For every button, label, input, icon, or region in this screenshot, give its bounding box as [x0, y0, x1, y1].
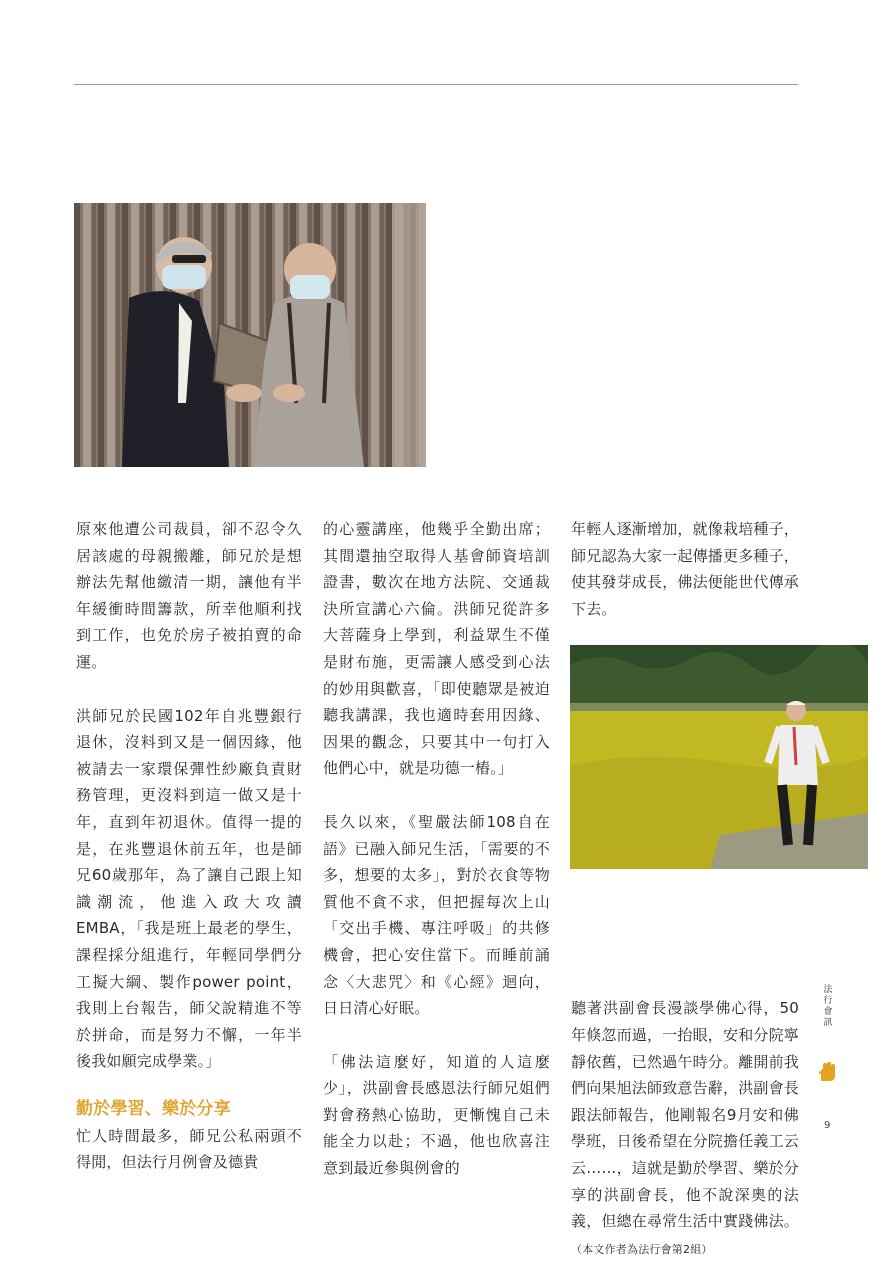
paragraph: 「佛法這麼好，知道的人這麼少」，洪副會長感恩法行師兄姐們對會務熱心協助，更慚愧自己未能全力以赴；不過，他也欣喜注意到最近參與例會的 — [323, 1052, 550, 1178]
mark-char: 行 — [823, 996, 833, 1006]
mark-char: 法 — [823, 985, 833, 995]
page-number: 9 — [824, 1120, 831, 1131]
article-column-1 — [76, 516, 302, 1176]
paragraph: 忙人時間最多，師兄公私兩頭不得閒，但法行月例會及德貴 — [76, 1126, 302, 1172]
ceremony-photo — [74, 203, 426, 467]
paragraph: 的心靈講座，他幾乎全勤出席；其間還抽空取得人基會師資培訓證書，數次在地方法院、交通裁決所宣講心六倫。洪師兄從許多大菩薩身上學到，利益眾生不僅是財布施，更需讓人感受到心法的妙用與歡喜，「即使聽眾是被迫聽我講課，我也適時套用因緣、因果的觀念，只要其中一句打入他們心中，就是功德一樁。」 — [323, 520, 550, 778]
article-column-2 — [323, 516, 550, 1182]
paragraph — [571, 995, 799, 1263]
article-column-3 — [571, 516, 799, 1263]
top-rule — [74, 84, 798, 85]
mark-char: 會 — [823, 1007, 833, 1017]
paragraph: 原來他遭公司裁員，卻不忍令久居該處的母親搬離，師兄於是想辦法先幫他繳清一期，讓他有半年緩衝時間籌款，所幸他順利找到工作，也免於房子被拍賣的命運。 — [76, 520, 302, 671]
author-note: （本文作者為法行會第2組） — [571, 1242, 713, 1256]
section-heading: 勤於學習、樂於分享 — [76, 1098, 231, 1119]
paragraph: 年輕人逐漸增加，就像栽培種子，師兄認為大家一起傳播更多種子，使其發芽成長，佛法便能世代傳承下去。 — [571, 520, 800, 618]
magazine-mark — [817, 985, 839, 1029]
mark-char: 訊 — [823, 1018, 833, 1028]
paragraph: 洪師兄於民國102年自兆豐銀行退休，沒料到又是一個因緣，他被請去一家環保彈性紗廠負責財務管理，更沒料到這一做又是十年，直到年初退休。值得一提的是，在兆豐退休前五年，也是師兄60歲那年，為了讓自己跟上知識潮流，他進入政大攻讀EMBA，「我是班上最老的學生，課程採分組進行，年輕同學們分工擬大綱、製作power point，我則上台報告，師父說精進不等於拼命，而是努力不懈，一年半後我如願完成學業。」 — [76, 706, 302, 1071]
paragraph-text: 聽著洪副會長漫談學佛心得，50年倏忽而過，一抬眼，安和分院寧靜依舊，已然過午時分。離開前我們向果旭法師致意告辭，洪副會長跟法師報告，他剛報名9月安和佛學班，日後希望在分院擔任義工云云……，這就是勤於學習、樂於分享的洪副會長，他不說深奧的法義，但總在尋常生活中實踐佛法。 — [571, 999, 800, 1231]
paragraph: 長久以來，《聖嚴法師108自在語》已融入師兄生活，「需要的不多，想要的太多」，對於衣食等物質他不貪不求，但把握每次上山「交出手機、專注呼吸」的共修機會，把心安住當下。而睡前誦念〈大悲咒〉和《心經》迴向，日日清心好眠。 — [323, 812, 550, 1018]
hand-icon — [818, 1062, 836, 1082]
